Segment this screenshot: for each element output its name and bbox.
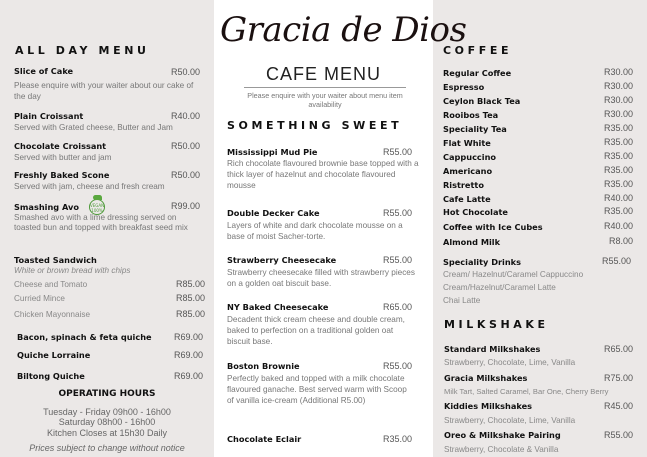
quiche-price: R69.00 xyxy=(173,332,203,342)
speciality-option: Chai Latte xyxy=(443,296,481,305)
coffee-name: Cafe Latte xyxy=(443,194,491,204)
coffee-name: Hot Chocolate xyxy=(443,207,508,217)
coffee-name: Coffee with Ice Cubes xyxy=(443,222,543,232)
vegan-badge-icon: VEGAN 100% xyxy=(89,199,105,215)
item-price: R55.00 xyxy=(382,147,412,157)
title-divider xyxy=(244,87,406,88)
milkshake-price: R55.00 xyxy=(603,430,633,440)
item-desc: Layers of white and dark chocolate mousse on a base of moist Sacher-torte. xyxy=(227,221,403,241)
coffee-price: R30.00 xyxy=(603,95,633,105)
item-desc: Decadent thick cream cheese and double cream, baked to perfection on a traditional golden oat biscuit base. xyxy=(227,315,405,346)
item-name: Freshly Baked Scone xyxy=(14,170,110,180)
item-name: Chocolate Croissant xyxy=(14,141,107,151)
hours-line: Tuesday - Friday 09h00 - 16h00 xyxy=(43,407,171,417)
operating-hours-title: OPERATING HOURS xyxy=(58,389,156,399)
item-price: R55.00 xyxy=(382,361,412,371)
coffee-name: Espresso xyxy=(443,82,485,92)
sandwich-note: White or brown bread with chips xyxy=(14,266,131,275)
milkshake-name: Oreo & Milkshake Pairing xyxy=(444,430,561,440)
item-price: R50.00 xyxy=(170,67,200,77)
milkshake-price: R65.00 xyxy=(603,344,633,354)
sandwich-option: Curried Mince xyxy=(14,294,65,303)
item-price: R55.00 xyxy=(382,255,412,265)
coffee-name: Speciality Tea xyxy=(443,124,507,134)
item-name: Double Decker Cake xyxy=(227,208,320,218)
item-name: Chocolate Eclair xyxy=(227,434,302,444)
milkshake-desc: Strawberry, Chocolate, Lime, Vanilla xyxy=(444,358,576,367)
speciality-option: Cream/ Hazelnut/Caramel Cappuccino xyxy=(443,270,584,279)
sandwich-name: Toasted Sandwich xyxy=(14,255,97,265)
milkshake-desc: Strawberry, Chocolate & Vanilla xyxy=(444,445,559,454)
quiche-name: Bacon, spinach & feta quiche xyxy=(17,332,152,342)
sandwich-option: Cheese and Tomato xyxy=(14,280,88,289)
coffee-name: Ristretto xyxy=(443,180,484,190)
milkshake-price: R75.00 xyxy=(603,373,633,383)
section-title-something-sweet: SOMETHING SWEET xyxy=(227,119,403,132)
milkshake-desc: Strawberry, Chocolate, Lime, Vanilla xyxy=(444,416,576,425)
price-disclaimer: Prices subject to change without notice xyxy=(29,443,185,453)
item-name: Mississippi Mud Pie xyxy=(227,147,318,157)
coffee-name: Flat White xyxy=(443,138,491,148)
sandwich-price: R85.00 xyxy=(175,293,205,303)
quiche-name: Biltong Quiche xyxy=(17,371,85,381)
coffee-price: R35.00 xyxy=(603,137,633,147)
coffee-price: R8.00 xyxy=(608,236,633,246)
item-desc: Strawberry cheesecake filled with strawberry pieces on a golden oat biscuit base. xyxy=(227,268,415,288)
hours-line: Kitchen Closes at 15h30 Daily xyxy=(46,428,168,438)
coffee-name: Cappuccino xyxy=(443,152,497,162)
coffee-price: R30.00 xyxy=(603,109,633,119)
page-title: CAFE MENU xyxy=(265,64,381,84)
brand-logo: Gracia de Dios xyxy=(220,10,467,50)
item-price: R55.00 xyxy=(382,208,412,218)
coffee-price: R35.00 xyxy=(603,151,633,161)
item-price: R40.00 xyxy=(170,111,200,121)
item-desc: Perfectly baked and topped with a milk chocolate flavoured ganache. Best served warm with Scoop of vanilla ice-cream (Additional R5.00) xyxy=(227,374,407,405)
speciality-drinks-name: Speciality Drinks xyxy=(443,257,521,267)
item-desc: Smashed avo with a lime dressing served on toasted bun and topped with breakfast seed mix xyxy=(14,213,188,232)
all-day-menu-panel xyxy=(0,0,214,457)
item-price: R50.00 xyxy=(170,141,200,151)
coffee-price: R40.00 xyxy=(603,221,633,231)
item-price: R35.00 xyxy=(382,434,412,444)
sandwich-option: Chicken Mayonnaise xyxy=(14,310,91,319)
quiche-price: R69.00 xyxy=(173,371,203,381)
coffee-name: Regular Coffee xyxy=(443,68,512,78)
item-name: NY Baked Cheesecake xyxy=(227,302,329,312)
coffee-price: R40.00 xyxy=(603,193,633,203)
milkshake-name: Gracia Milkshakes xyxy=(444,373,528,383)
item-name: Slice of Cake xyxy=(14,66,74,76)
item-name: Strawberry Cheesecake xyxy=(227,255,337,265)
coffee-price: R35.00 xyxy=(603,206,633,216)
quiche-name: Quiche Lorraine xyxy=(17,350,91,360)
section-title-all-day: ALL DAY MENU xyxy=(15,44,150,57)
item-name: Plain Croissant xyxy=(14,111,84,121)
sandwich-price: R85.00 xyxy=(175,309,205,319)
milkshake-desc: Milk Tart, Salted Caramel, Bar One, Cherry Berry xyxy=(444,387,609,396)
speciality-drinks-price: R55.00 xyxy=(601,256,631,266)
item-name: Smashing Avo xyxy=(14,202,80,212)
item-desc: Served with Grated cheese, Butter and Jam xyxy=(14,123,173,132)
sandwich-price: R85.00 xyxy=(175,279,205,289)
drinks-panel xyxy=(433,0,647,457)
coffee-price: R30.00 xyxy=(603,67,633,77)
coffee-price: R35.00 xyxy=(603,165,633,175)
coffee-name: Almond Milk xyxy=(443,237,501,247)
availability-note: Please enquire with your waiter about menu item availability xyxy=(247,91,403,109)
milkshake-name: Kiddies Milkshakes xyxy=(444,401,533,411)
coffee-price: R30.00 xyxy=(603,81,633,91)
milkshake-name: Standard Milkshakes xyxy=(444,344,541,354)
milkshake-price: R45.00 xyxy=(603,401,633,411)
section-title-milkshake: MILKSHAKE xyxy=(444,318,549,331)
quiche-price: R69.00 xyxy=(173,350,203,360)
item-price: R65.00 xyxy=(382,302,412,312)
item-price: R99.00 xyxy=(170,201,200,211)
coffee-name: Rooibos Tea xyxy=(443,110,499,120)
coffee-name: Ceylon Black Tea xyxy=(443,96,521,106)
item-price: R50.00 xyxy=(170,170,200,180)
coffee-name: Americano xyxy=(443,166,493,176)
item-desc: Served with jam, cheese and fresh cream xyxy=(14,182,165,191)
coffee-price: R35.00 xyxy=(603,123,633,133)
coffee-price: R35.00 xyxy=(603,179,633,189)
speciality-option: Cream/Hazelnut/Caramel Latte xyxy=(443,283,556,292)
hours-line: Saturday 08h00 - 16h00 xyxy=(58,417,156,427)
item-desc: Please enquire with your waiter about our cake of the day xyxy=(14,81,194,101)
item-desc: Served with butter and jam xyxy=(14,153,112,162)
item-name: Boston Brownie xyxy=(227,361,300,371)
item-desc: Rich chocolate flavoured brownie base topped with a thick layer of hazelnut and chocolate flavoured mousse xyxy=(227,159,419,190)
section-title-coffee: COFFEE xyxy=(443,44,513,57)
